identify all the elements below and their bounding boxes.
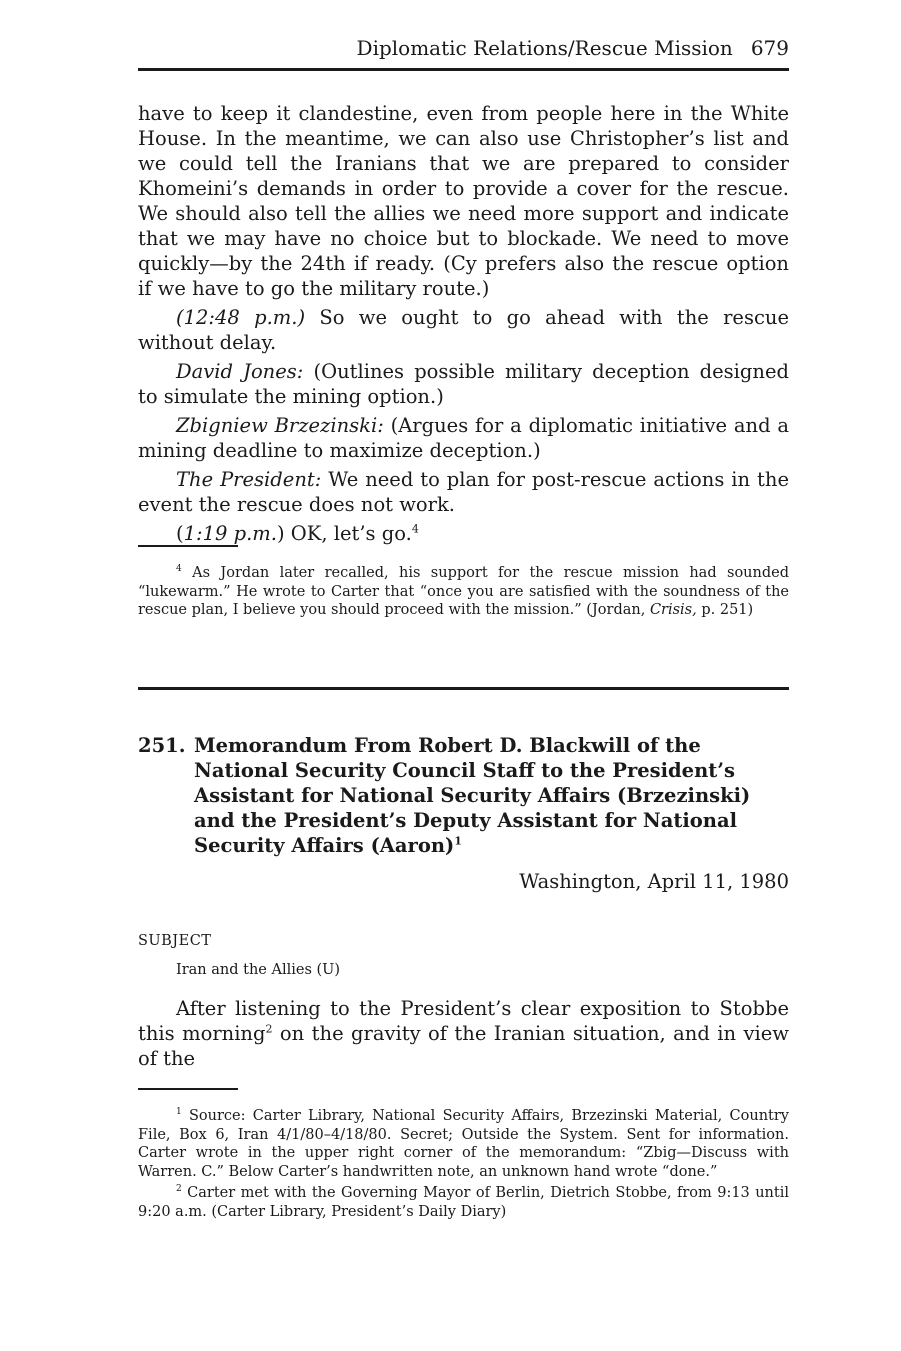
paragraph: The President: We need to plan for post-rescue actions in the event the rescue does not work. — [138, 468, 789, 516]
dateline: Washington, April 11, 1980 — [519, 870, 789, 893]
footnote-rule — [138, 545, 238, 547]
footnote: $^4$ As Jordan later recalled, his support for the rescue mission had sounded “lukewarm.” He wrote to Carter that “once you are satisfied with the soundness of the rescue plan, I believe you should proceed with the mission.” (Jordan, Crisis, p. 251) — [138, 564, 789, 618]
footnote-reference: 2 — [265, 1022, 273, 1036]
paragraph: Zbigniew Brzezinski: (Argues for a diplomatic initiative and a mining deadline to maximize deception.) — [138, 414, 790, 462]
footnote-section — [138, 564, 789, 620]
paragraph: David Jones: (Outlines possible military deception designed to simulate the mining option.) — [138, 360, 789, 408]
document-title: Memorandum From Robert D. Blackwill of the National Security Council Staff to the President’s Assistant for National Security Affairs (Brzezinski) and the President’s Deputy Assistant for National Security Affairs (Aaron)$^1$ — [194, 734, 751, 857]
paragraph: After listening to the President’s clear exposition to Stobbe this morning$^2$ on the gravity of the Iranian situation, and in view of the — [138, 997, 789, 1070]
document-number: 251. — [138, 734, 186, 757]
footnote-rule — [138, 1088, 238, 1090]
footnote-reference: 4 — [411, 522, 419, 536]
body-text-bottom — [138, 996, 789, 1071]
paragraph: have to keep it clandestine, even from people here in the White House. In the meantime, we can also use Christopher’s list and we could tell the Iranians that we are prepared to consider Khomeini’s demands in order to provide a cover for the rescue. We should also tell the allies we need more support and indicate that we may have no choice but to blockade. We need to move quickly—by the 24th if ready. (Cy prefers also the rescue option if we have to go the military route.) — [138, 102, 789, 300]
page-number: 679 — [750, 36, 789, 60]
footnote-reference: 1 — [454, 834, 462, 848]
subject-label: SUBJECT — [138, 933, 212, 949]
subject-value: Iran and the Allies (U) — [176, 962, 341, 978]
paragraph: (1:19 p.m.) OK, let’s go.$^4$ — [176, 522, 419, 545]
footnote: $^2$ Carter met with the Governing Mayor of Berlin, Dietrich Stobbe, from 9:13 until 9:20 a.m. (Carter Library, President’s Daily Diary) — [138, 1184, 789, 1220]
footnote-section — [138, 1107, 789, 1221]
section-rule — [138, 687, 789, 690]
paragraph: (12:48 p.m.) So we ought to go ahead with the rescue without delay. — [138, 306, 789, 354]
header-rule — [138, 68, 789, 71]
body-text-top — [138, 101, 789, 546]
running-title: Diplomatic Relations/Rescue Mission — [356, 36, 733, 60]
document-heading — [138, 733, 789, 858]
running-header — [357, 36, 789, 60]
footnote: $^1$ Source: Carter Library, National Security Affairs, Brzezinski Material, Country File, Box 6, Iran 4/1/80–4/18/80. Secret; Outside the System. Sent for information. Carter wrote in the upper right corner of the memorandum: “Zbig—Discuss with Warren. C.” Below Carter’s handwritten note, an unknown hand wrote “done.” — [138, 1107, 789, 1180]
